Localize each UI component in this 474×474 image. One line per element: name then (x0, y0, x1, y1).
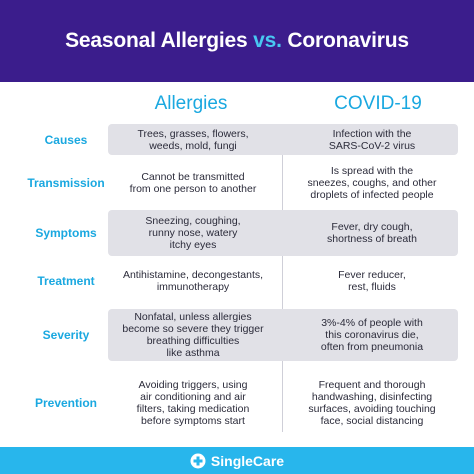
allergies-cell: Nonfatal, unless allergies become so severe they trigger breathing difficulties like asthma (122, 311, 264, 359)
header-banner (0, 0, 474, 82)
row-label: Symptoms (35, 226, 97, 240)
allergies-cell: Cannot be transmitted from one person to another (129, 171, 257, 195)
brand-name: SingleCare (210, 452, 285, 469)
covid-cell: 3%-4% of people with this coronavirus die, often from pneumonia (320, 317, 424, 353)
row-label: Treatment (37, 274, 95, 288)
table-row (0, 124, 474, 155)
allergies-cell: Sneezing, coughing, runny nose, watery itchy eyes (145, 215, 241, 251)
table-row (0, 376, 474, 430)
table-row (0, 264, 474, 298)
table-row (0, 161, 474, 205)
covid-cell: Infection with the SARS-CoV-2 virus (328, 127, 416, 152)
footer-bar (0, 447, 474, 474)
allergies-cell: Avoiding triggers, using air conditioning and air filters, taking medication before symptoms start (136, 379, 250, 427)
table-row (0, 309, 474, 361)
brand-logo (190, 453, 284, 469)
covid-cell: Is spread with the sneezes, coughs, and other droplets of infected people (307, 165, 437, 201)
column-header-allergies: Allergies (154, 93, 228, 114)
column-header-covid: COVID-19 (334, 93, 422, 114)
row-label: Transmission (27, 176, 105, 190)
table-row (0, 210, 474, 256)
covid-cell: Frequent and thorough handwashing, disinfecting surfaces, avoiding touching face, social distancing (308, 379, 436, 427)
title-part-2: Coronavirus (287, 29, 409, 52)
row-label: Causes (44, 132, 88, 147)
covid-cell: Fever, dry cough, shortness of breath (327, 221, 417, 245)
allergies-cell: Trees, grasses, flowers, weeds, mold, fungi (137, 127, 249, 152)
page-title (65, 29, 409, 53)
plus-cross-icon (190, 453, 206, 469)
covid-cell: Fever reducer, rest, fluids (338, 269, 406, 293)
allergies-cell: Antihistamine, decongestants, immunotherapy (122, 269, 264, 293)
row-label: Prevention (34, 396, 97, 410)
title-vs: vs. (253, 29, 282, 52)
title-part-1: Seasonal Allergies (65, 29, 248, 52)
row-label: Severity (42, 328, 90, 342)
